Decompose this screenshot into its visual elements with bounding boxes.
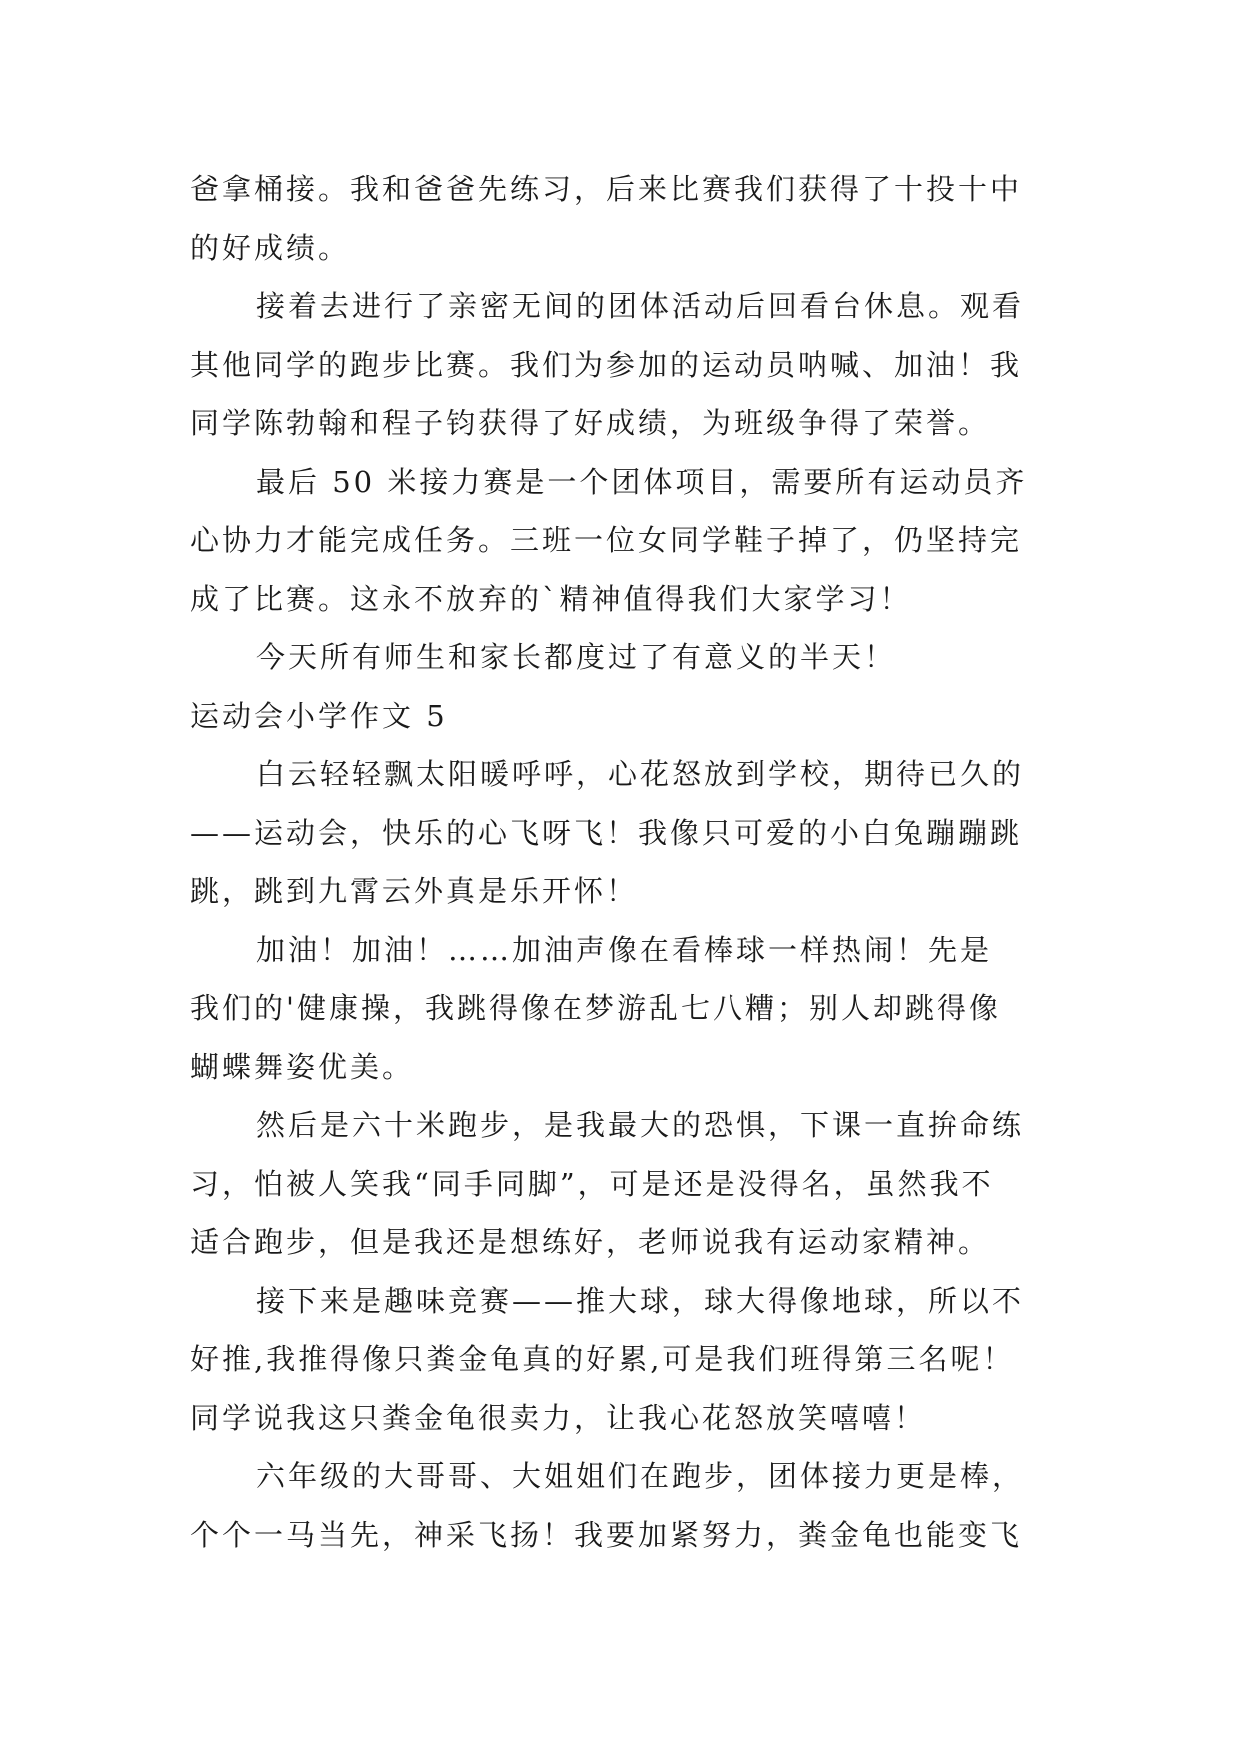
text-line: 同学陈勃翰和程子钧获得了好成绩，为班级争得了荣誉。 (190, 406, 991, 440)
text-line: 接下来是趣味竞赛——推大球，球大得像地球，所以不 (256, 1283, 1025, 1318)
text-line: 我们的'健康操，我跳得像在梦游乱七八糟；别人却跳得像 (190, 991, 1001, 1025)
text-line: 适合跑步，但是我还是想练好，老师说我有运动家精神。 (190, 1225, 991, 1259)
text-line: 同学说我这只粪金龟很卖力，让我心花怒放笑嘻嘻！ (190, 1400, 927, 1435)
text-line: 个个一马当先，神采飞扬！我要加紧努力，粪金龟也能变飞 (190, 1517, 1023, 1552)
text-line: 六年级的大哥哥、大姐姐们在跑步，团体接力更是棒， (256, 1459, 1025, 1493)
text-line: 爸拿桶接。我和爸爸先练习，后来比赛我们获得了十投十中 (190, 172, 1023, 206)
text-line: 今天所有师生和家长都度过了有意义的半天！ (256, 640, 897, 674)
text-line: 然后是六十米跑步，是我最大的恐惧，下课一直拚命练 (256, 1108, 1025, 1142)
document-body (190, 160, 1060, 1564)
document-page (190, 160, 1060, 1564)
text-line: ——运动会，快乐的心飞呀飞！我像只可爱的小白兔蹦蹦跳 (190, 815, 1023, 850)
text-line: 白云轻轻飘太阳暖呼呼，心花怒放到学校，期待已久的 (256, 757, 1025, 791)
text-line: 蝴蝶舞姿优美。 (190, 1049, 415, 1084)
section-heading: 运动会小学作文 5 (190, 698, 448, 733)
text-line: 跳，跳到九霄云外真是乐开怀！ (190, 874, 639, 908)
text-line: 接着去进行了亲密无间的团体活动后回看台休息。观看 (256, 289, 1025, 323)
text-line: 加油！加油！……加油声像在看棒球一样热闹！先是 (256, 932, 993, 967)
text-line: 最后 50 米接力赛是一个团体项目，需要所有运动员齐 (256, 464, 1028, 499)
text-line: 心协力才能完成任务。三班一位女同学鞋子掉了，仍坚持完 (190, 523, 1023, 557)
text-line: 的好成绩。 (190, 230, 351, 265)
text-line: 成了比赛。这永不放弃的`精神值得我们大家学习！ (190, 581, 912, 616)
text-line: 好推,我推得像只粪金龟真的好累,可是我们班得第三名呢！ (190, 1342, 1015, 1376)
text-line: 习，怕被人笑我“同手同脚”，可是还是没得名，虽然我不 (190, 1166, 994, 1201)
text-line: 其他同学的跑步比赛。我们为参加的运动员呐喊、加油！我 (190, 347, 1023, 382)
